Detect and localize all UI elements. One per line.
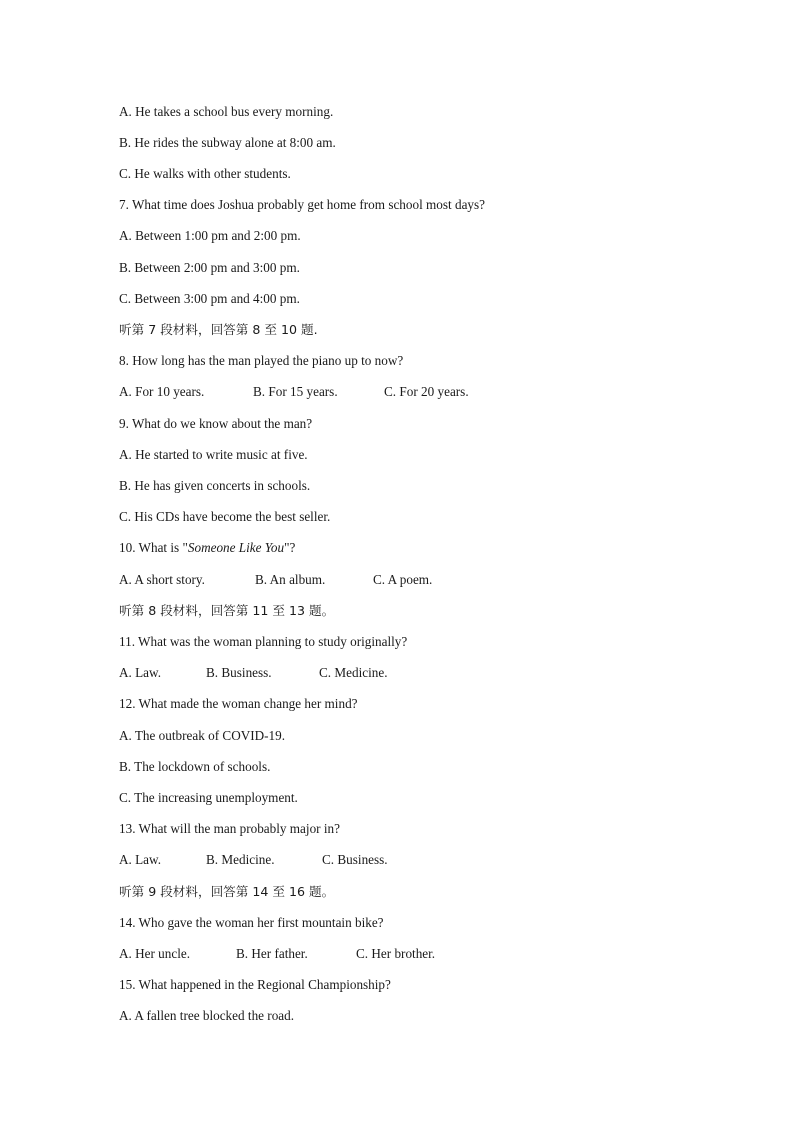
option-a: A. Law. xyxy=(119,665,161,680)
options-row xyxy=(119,382,519,402)
option-line: B. Between 2:00 pm and 3:00 pm. xyxy=(119,260,300,275)
option-line: A. He takes a school bus every morning. xyxy=(119,104,334,119)
option-a: A. Law. xyxy=(119,852,161,867)
question-14: 14. Who gave the woman her first mountain bike? xyxy=(119,915,384,930)
question-15: 15. What happened in the Regional Championship? xyxy=(119,977,391,992)
section-heading-7: 听第 7 段材料，回答第 8 至 10 题. xyxy=(119,322,318,337)
options-row xyxy=(119,570,519,590)
question-13: 13. What will the man probably major in? xyxy=(119,821,340,836)
option-b: B. Medicine. xyxy=(206,852,275,867)
option-line: B. He has given concerts in schools. xyxy=(119,478,311,493)
song-title: Someone Like You xyxy=(187,540,285,555)
option-line: A. A fallen tree blocked the road. xyxy=(119,1008,295,1023)
option-c: C. Her brother. xyxy=(356,946,436,961)
option-b: B. Business. xyxy=(206,665,272,680)
option-line: A. He started to write music at five. xyxy=(119,447,308,462)
question-8: 8. How long has the man played the piano up to now? xyxy=(119,353,404,368)
question-11: 11. What was the woman planning to study originally? xyxy=(119,634,408,649)
option-a: A. A short story. xyxy=(119,572,205,587)
options-row xyxy=(119,850,519,870)
option-line: C. The increasing unemployment. xyxy=(119,790,298,805)
question-10 xyxy=(119,538,295,558)
option-line: C. Between 3:00 pm and 4:00 pm. xyxy=(119,291,300,306)
options-row xyxy=(119,944,519,964)
option-c: C. A poem. xyxy=(373,572,433,587)
option-line: C. His CDs have become the best seller. xyxy=(119,509,331,524)
option-a: A. Her uncle. xyxy=(119,946,191,961)
options-row xyxy=(119,663,519,683)
option-line: B. The lockdown of schools. xyxy=(119,759,271,774)
option-c: C. For 20 years. xyxy=(384,384,469,399)
option-line: A. Between 1:00 pm and 2:00 pm. xyxy=(119,228,301,243)
question-10-suffix: "? xyxy=(284,540,296,555)
question-10-prefix: 10. What is " xyxy=(119,540,188,555)
option-b: B. Her father. xyxy=(236,946,308,961)
section-heading-8: 听第 8 段材料，回答第 11 至 13 题。 xyxy=(119,603,335,618)
option-c: C. Medicine. xyxy=(319,665,388,680)
question-7: 7. What time does Joshua probably get home from school most days? xyxy=(119,197,486,212)
option-b: B. An album. xyxy=(255,572,326,587)
question-12: 12. What made the woman change her mind? xyxy=(119,696,358,711)
option-c: C. Business. xyxy=(322,852,388,867)
section-heading-9: 听第 9 段材料，回答第 14 至 16 题。 xyxy=(119,884,335,899)
option-b: B. For 15 years. xyxy=(253,384,338,399)
question-9: 9. What do we know about the man? xyxy=(119,416,313,431)
option-line: A. The outbreak of COVID-19. xyxy=(119,728,286,743)
option-a: A. For 10 years. xyxy=(119,384,205,399)
option-line: B. He rides the subway alone at 8:00 am. xyxy=(119,135,336,150)
option-line: C. He walks with other students. xyxy=(119,166,291,181)
